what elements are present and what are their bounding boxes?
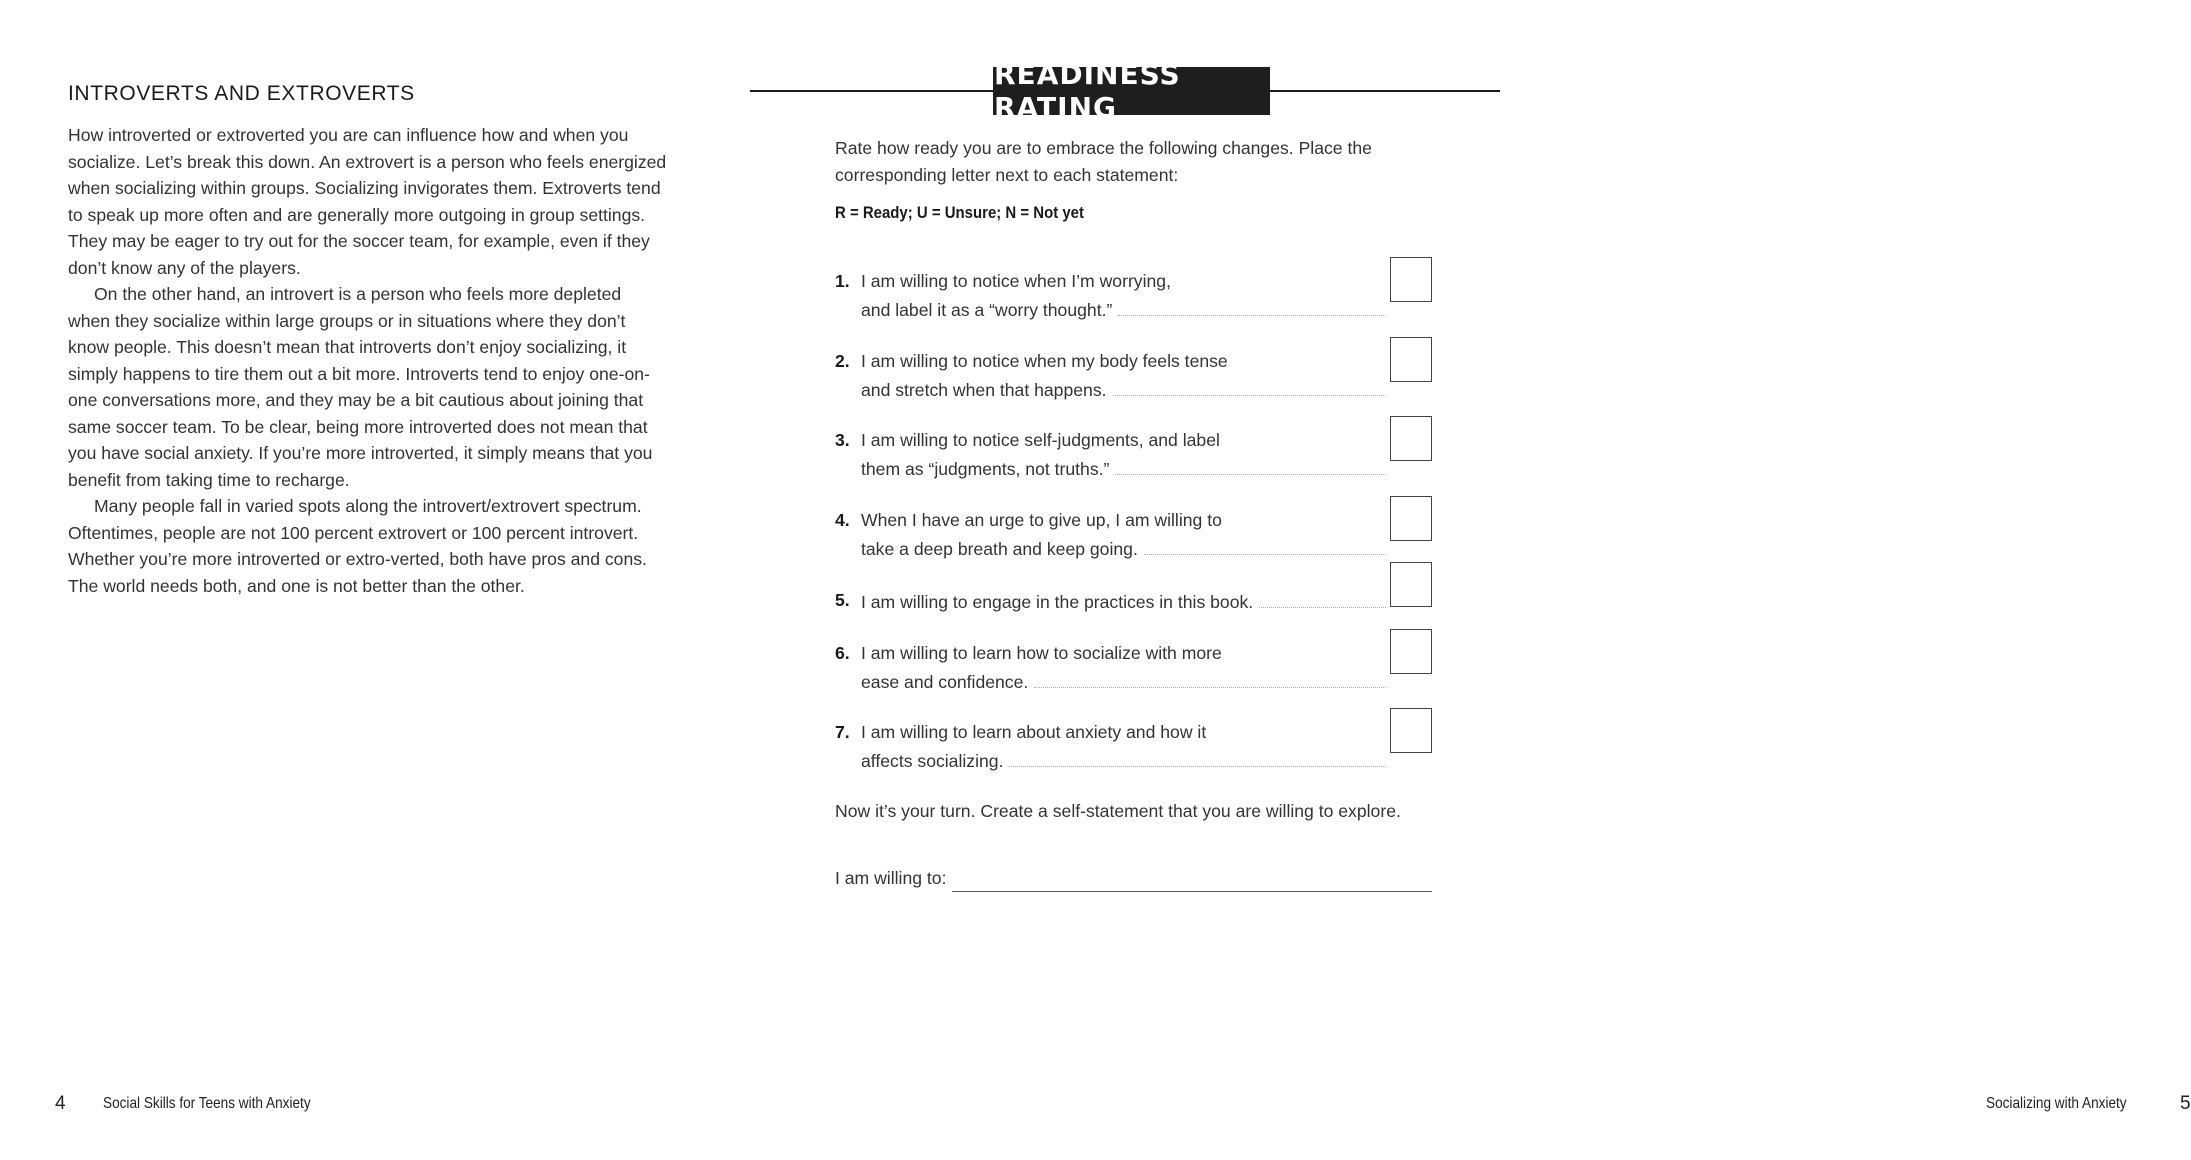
item-text-cont	[861, 295, 1386, 324]
item-text-line: ease and confidence.	[861, 671, 1029, 692]
item-text: I am willing to notice when I’m worrying,	[861, 271, 1171, 291]
rating-box[interactable]	[1390, 337, 1432, 382]
dotted-leader	[1118, 295, 1386, 316]
item-text: I am willing to notice self-judgments, and label	[861, 430, 1220, 450]
body-text	[68, 122, 668, 599]
item-text-line: them as “judgments, not truths.”	[861, 458, 1110, 479]
list-item	[835, 719, 1432, 779]
self-statement-input[interactable]	[952, 869, 1432, 892]
rating-box[interactable]	[1390, 416, 1432, 461]
item-number: 7.	[835, 722, 850, 742]
item-text-line: take a deep breath and keep going.	[861, 538, 1138, 559]
banner-rule-right	[1267, 90, 1500, 92]
item-text-cont	[861, 667, 1386, 696]
instructions: Rate how ready you are to embrace the following changes. Place the corresponding letter next to each statement:	[835, 138, 1372, 185]
answer-label: I am willing to:	[835, 868, 947, 888]
rating-box[interactable]	[1390, 496, 1432, 541]
left-page	[0, 0, 750, 1160]
dotted-leader	[1009, 746, 1386, 767]
rating-box[interactable]	[1390, 562, 1432, 607]
dotted-leader	[1259, 587, 1386, 608]
item-text-cont	[861, 454, 1386, 483]
list-item	[835, 587, 1432, 647]
item-number: 3.	[835, 430, 850, 450]
dotted-leader	[1115, 454, 1386, 475]
list-item	[835, 640, 1432, 700]
item-number: 4.	[835, 510, 850, 530]
page-number: 4	[55, 1093, 66, 1114]
right-page	[750, 0, 2191, 1160]
item-text: When I have an urge to give up, I am willing to	[861, 510, 1222, 530]
item-text-line: I am willing to engage in the practices in this book.	[861, 592, 1254, 612]
list-item	[835, 507, 1432, 567]
rating-box[interactable]	[1390, 708, 1432, 753]
item-text: I am willing to learn how to socialize with more	[861, 643, 1222, 663]
list-item	[835, 348, 1432, 408]
dotted-leader	[1034, 667, 1386, 688]
list-item	[835, 427, 1432, 487]
rating-legend: R = Ready; U = Unsure; N = Not yet	[835, 203, 1084, 222]
item-text-cont	[861, 587, 1386, 616]
item-number: 1.	[835, 271, 850, 291]
item-number: 5.	[835, 590, 850, 610]
section-banner: READINESS RATING	[994, 68, 1269, 114]
self-statement-prompt: Now it’s your turn. Create a self-statement that you are willing to explore.	[835, 801, 1401, 821]
dotted-leader	[1113, 375, 1386, 396]
running-title: Social Skills for Teens with Anxiety	[103, 1095, 311, 1112]
banner-rule-left	[750, 90, 996, 92]
section-heading: INTROVERTS AND EXTROVERTS	[68, 82, 415, 105]
item-text: I am willing to learn about anxiety and how it	[861, 722, 1207, 742]
running-title: Socializing with Anxiety	[1986, 1095, 2127, 1112]
item-text-line: and stretch when that happens.	[861, 379, 1107, 400]
item-number: 6.	[835, 643, 850, 663]
rating-box[interactable]	[1390, 257, 1432, 302]
item-text: I am willing to notice when my body feels tense	[861, 351, 1228, 371]
self-statement-row	[835, 865, 1432, 892]
paragraph-3: Many people fall in varied spots along the introvert/extrovert spectrum. Oftentimes, people are not 100 percent extrovert or 100 percent introvert. Whether you’re more introverted or extro-verted, both have pros and cons. The world needs both, and one is not better than the other.	[68, 496, 647, 596]
paragraph-2: On the other hand, an introvert is a person who feels more depleted when they socialize within large groups or in situations where they don’t know people. This doesn’t mean that introverts don’t enjoy socializing, it simply happens to tire them out a bit more. Introverts tend to enjoy one-on-one conversations more, and they may be a bit cautious about joining that same soccer team. To be clear, being more introverted does not mean that you have social anxiety. If you’re more introverted, it simply means that you benefit from taking time to recharge.	[68, 284, 653, 490]
item-number: 2.	[835, 351, 850, 371]
rating-box[interactable]	[1390, 629, 1432, 674]
paragraph-1: How introverted or extroverted you are can influence how and when you socialize. Let’s break this down. An extrovert is a person who feels energized when socializing within groups. Socializing invigorates them. Extroverts tend to speak up more often and are generally more outgoing in group settings. They may be eager to try out for the soccer team, for example, even if they don’t know any of the players.	[68, 125, 667, 278]
item-text-cont	[861, 534, 1386, 563]
item-text-cont	[861, 746, 1386, 775]
item-text-cont	[861, 375, 1386, 404]
dotted-leader	[1144, 534, 1386, 555]
page-number: 5	[2180, 1093, 2191, 1114]
item-text-line: and label it as a “worry thought.”	[861, 299, 1113, 320]
list-item	[835, 268, 1432, 328]
item-text-line: affects socializing.	[861, 750, 1004, 771]
